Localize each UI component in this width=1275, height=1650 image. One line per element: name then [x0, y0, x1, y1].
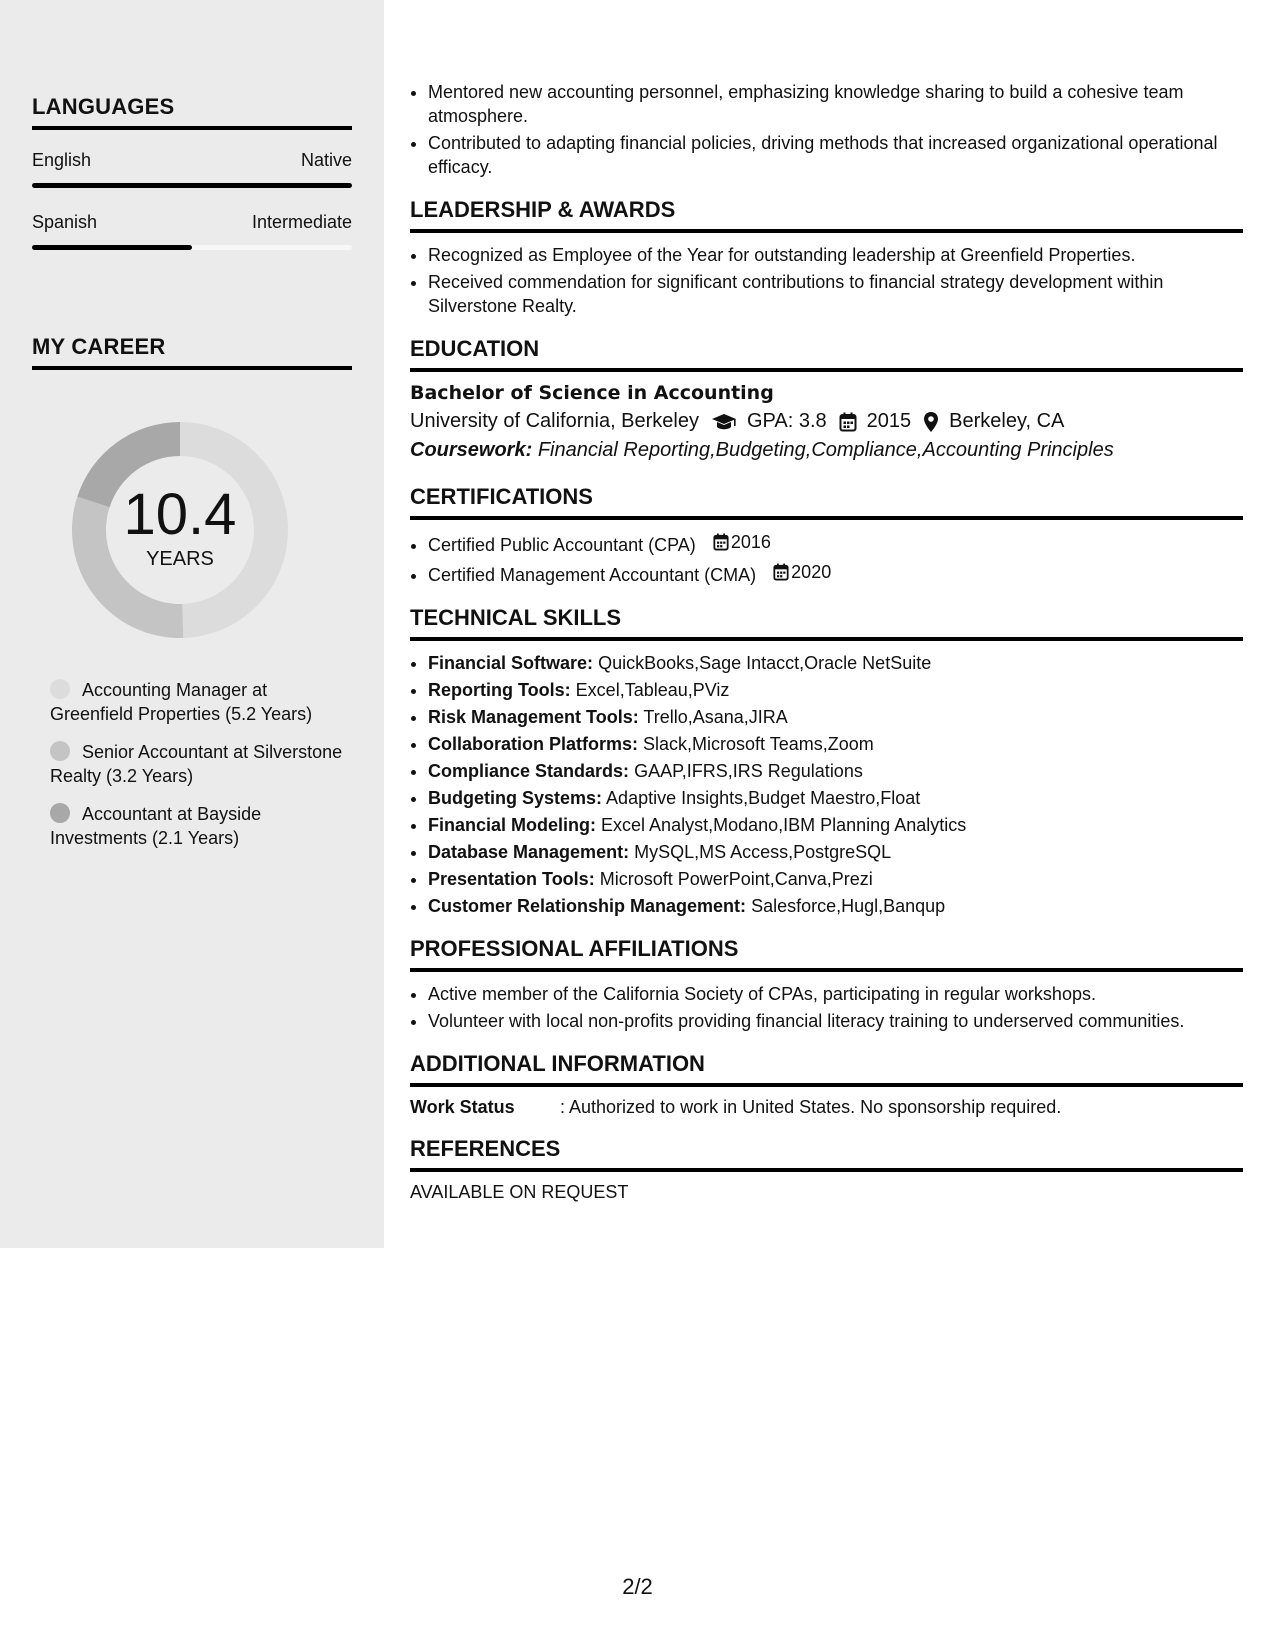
skill-item [428, 867, 1243, 891]
certification-name: Certified Public Accountant (CPA) [428, 535, 696, 555]
calendar-icon [773, 563, 789, 581]
career-section [32, 334, 352, 370]
gpa: GPA: 3.8 [747, 410, 827, 432]
skill-label: Financial Modeling: [428, 815, 597, 835]
list-item: • Recognized as Employee of the Year for outstanding leadership at Greenfield Properties. [428, 243, 1243, 267]
education-meta [410, 410, 1243, 433]
skill-value: MySQL,MS Access,PostgreSQL [634, 842, 892, 862]
skill-value: Excel,Tableau,PViz [575, 680, 730, 700]
language-bar-fill [32, 183, 352, 188]
skill-item [428, 813, 1243, 837]
skill-item [428, 678, 1243, 702]
section-title: CERTIFICATIONS [410, 484, 1243, 520]
skill-label: Reporting Tools: [428, 680, 571, 700]
location-pin-icon [923, 411, 939, 433]
skill-label: Compliance Standards: [428, 761, 630, 781]
experience-bullets [410, 80, 1243, 179]
skill-value: QuickBooks,Sage Intacct,Oracle NetSuite [598, 653, 932, 673]
career-item-label: Accountant at Bayside Investments (2.1 Years) [50, 804, 262, 848]
languages-heading: LANGUAGES [32, 94, 352, 130]
career-total-years: 10.4 [123, 481, 237, 547]
language-item-spanish [32, 212, 352, 250]
skill-item [428, 759, 1243, 783]
skill-item [428, 651, 1243, 675]
work-status-label: Work Status [410, 1097, 515, 1117]
list-item [428, 530, 1243, 557]
school-name: University of California, Berkeley [410, 410, 699, 432]
list-item: • Received commendation for significant contributions to financial strategy development within Silverstone Realty. [428, 270, 1243, 318]
skill-value: Excel Analyst,Modano,IBM Planning Analytics [601, 815, 967, 835]
skill-item [428, 894, 1243, 918]
career-donut-chart [66, 416, 294, 644]
sidebar [0, 0, 384, 1248]
skill-label: Budgeting Systems: [428, 788, 603, 808]
skill-item [428, 840, 1243, 864]
list-item: • Active member of the California Society of CPAs, participating in regular workshops. [428, 982, 1243, 1006]
legend-dot [50, 679, 70, 699]
career-item [50, 802, 350, 850]
main-content [410, 80, 1243, 1203]
work-status-row [410, 1097, 1243, 1118]
skill-value: Microsoft PowerPoint,Canva,Prezi [599, 869, 873, 889]
graduation-year: 2015 [866, 410, 912, 432]
section-title: EDUCATION [410, 336, 1243, 372]
language-bar [32, 245, 352, 250]
skills-section [410, 605, 1243, 918]
career-item [50, 740, 350, 788]
career-years-unit: YEARS [146, 547, 214, 570]
references-text: AVAILABLE ON REQUEST [410, 1182, 629, 1202]
section-title: ADDITIONAL INFORMATION [410, 1051, 1243, 1087]
skill-value: Salesforce,Hugl,Banqup [751, 896, 946, 916]
skills-list [410, 651, 1243, 918]
list-item: • Contributed to adapting financial policies, driving methods that increased organizational operational efficacy. [428, 131, 1243, 179]
skill-label: Customer Relationship Management: [428, 896, 747, 916]
legend-dot [50, 741, 70, 761]
career-item-label: Accounting Manager at Greenfield Properties (5.2 Years) [50, 680, 313, 724]
references-section [410, 1136, 1243, 1203]
section-title: PROFESSIONAL AFFILIATIONS [410, 936, 1243, 972]
language-item-english [32, 150, 352, 188]
degree-title: Bachelor of Science in Accounting [410, 382, 774, 404]
career-item [50, 678, 350, 726]
work-status-value: : Authorized to work in United States. No sponsorship required. [560, 1097, 1062, 1117]
skill-item [428, 732, 1243, 756]
coursework [410, 439, 1243, 462]
career-heading: MY CAREER [32, 334, 352, 370]
skill-label: Collaboration Platforms: [428, 734, 639, 754]
language-level: Intermediate [251, 212, 352, 232]
skill-value: Slack,Microsoft Teams,Zoom [643, 734, 874, 754]
coursework-value: Financial Reporting,Budgeting,Compliance,Accounting Principles [537, 439, 1114, 461]
skill-label: Financial Software: [428, 653, 594, 673]
certification-year: 2016 [730, 532, 771, 552]
section-title: REFERENCES [410, 1136, 1243, 1172]
graduation-cap-icon [711, 412, 737, 432]
list-item [428, 560, 1243, 587]
skill-value: GAAP,IFRS,IRS Regulations [634, 761, 863, 781]
affiliations-section [410, 936, 1243, 1033]
section-title: LEADERSHIP & AWARDS [410, 197, 1243, 233]
legend-dot [50, 803, 70, 823]
calendar-icon [713, 533, 729, 551]
skill-value: Adaptive Insights,Budget Maestro,Float [606, 788, 921, 808]
skill-item [428, 705, 1243, 729]
language-bar-fill [32, 245, 192, 250]
certifications-section [410, 484, 1243, 587]
skill-value: Trello,Asana,JIRA [643, 707, 788, 727]
section-title: TECHNICAL SKILLS [410, 605, 1243, 641]
career-legend [50, 678, 350, 864]
education-section [410, 336, 1243, 462]
skill-label: Presentation Tools: [428, 869, 595, 889]
language-level: Native [300, 150, 352, 170]
list-item: • Mentored new accounting personnel, emphasizing knowledge sharing to build a cohesive team atmosphere. [428, 80, 1243, 128]
calendar-icon [839, 412, 857, 432]
page-number: 2/2 [622, 1574, 653, 1599]
coursework-label: Coursework: [410, 439, 533, 461]
language-name: Spanish [32, 212, 98, 232]
list-item: • Volunteer with local non-profits providing financial literacy training to underserved communities. [428, 1009, 1243, 1033]
school-location: Berkeley, CA [949, 410, 1065, 432]
leadership-section [410, 197, 1243, 318]
languages-section [32, 94, 352, 250]
skill-label: Database Management: [428, 842, 630, 862]
language-name: English [32, 150, 92, 170]
skill-label: Risk Management Tools: [428, 707, 639, 727]
language-bar [32, 183, 352, 188]
additional-info-section [410, 1051, 1243, 1118]
career-item-label: Senior Accountant at Silverstone Realty (3.2 Years) [50, 742, 343, 786]
certification-year: 2020 [791, 562, 832, 582]
skill-item [428, 786, 1243, 810]
certification-name: Certified Management Accountant (CMA) [428, 565, 757, 585]
